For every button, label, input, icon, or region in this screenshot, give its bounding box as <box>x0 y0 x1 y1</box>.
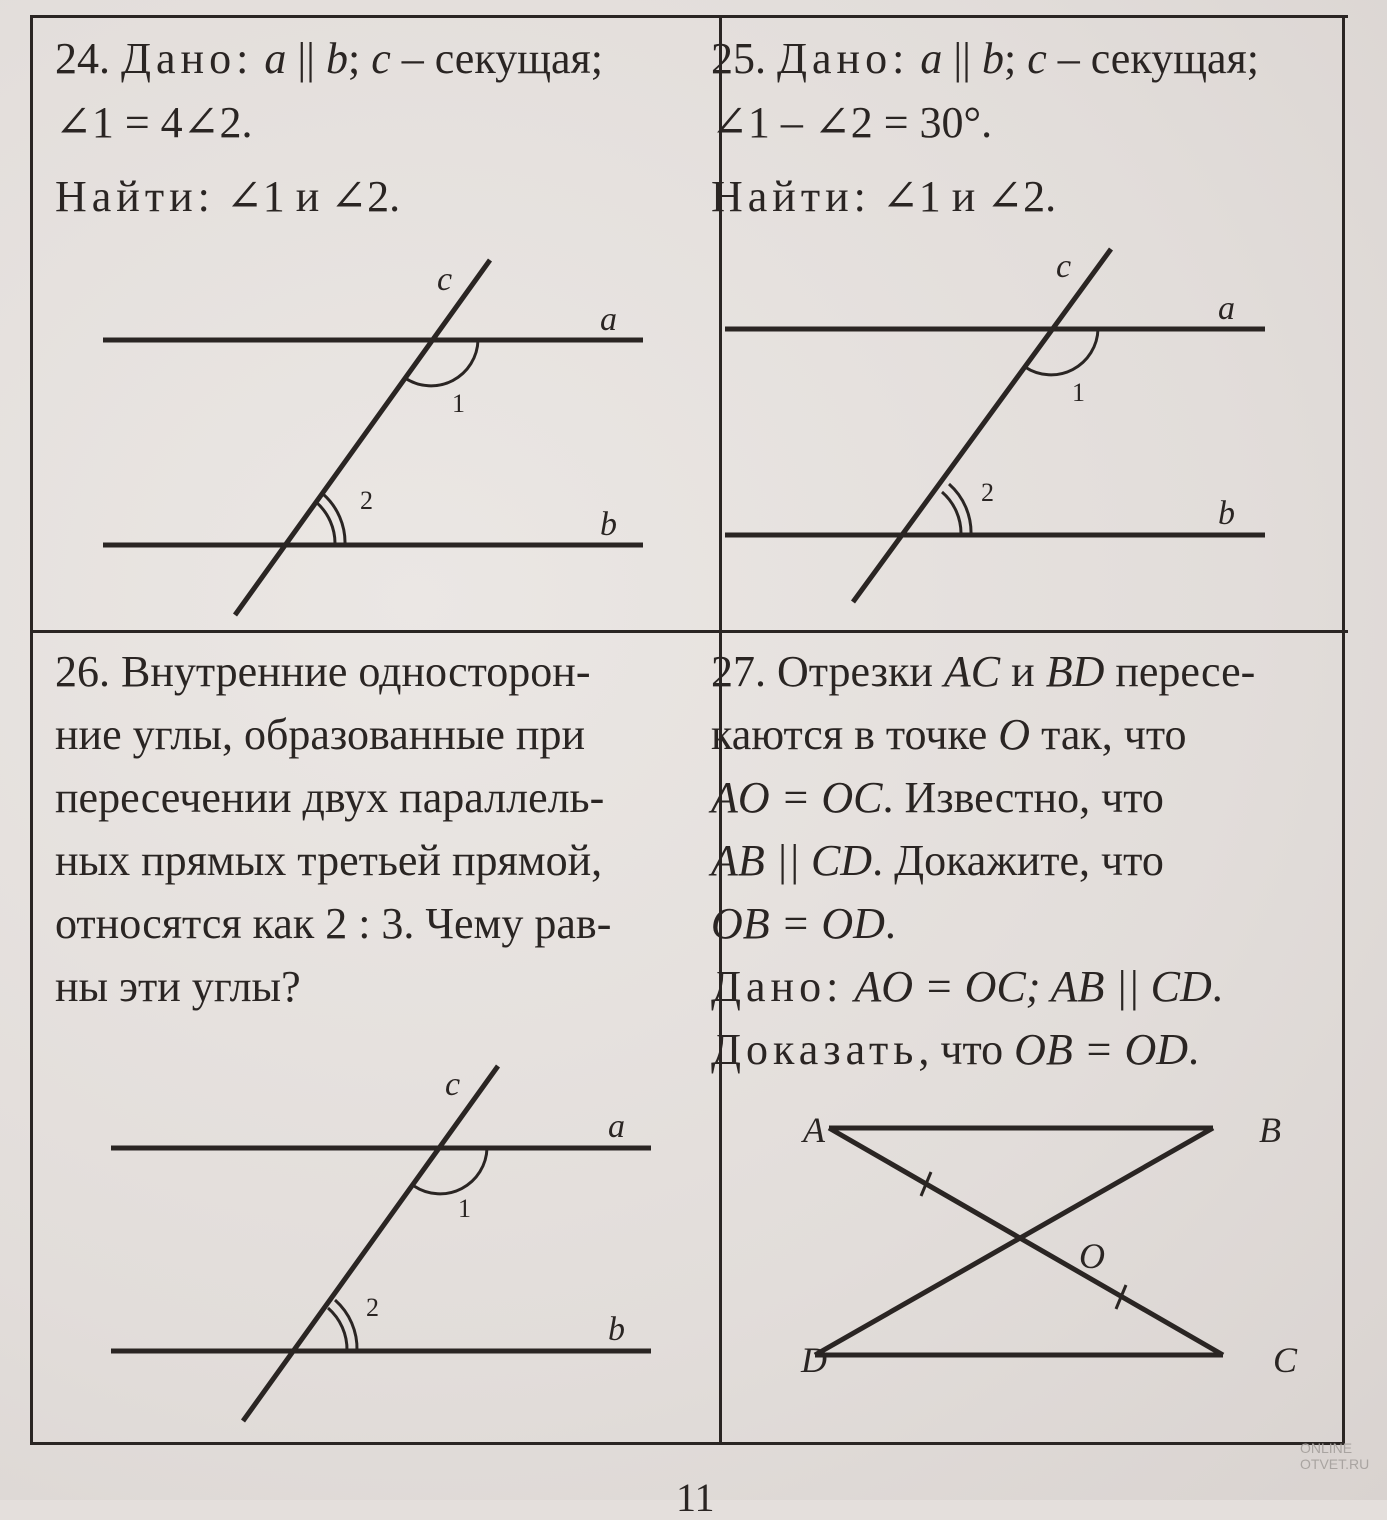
p24-number: 24. <box>55 34 110 83</box>
p27-l1-post: пересе- <box>1104 647 1256 696</box>
p27-prove-word: Доказать <box>711 1025 919 1074</box>
p27-l7-post: . <box>1188 1025 1200 1074</box>
p27-label-a: A <box>803 1110 825 1150</box>
p27-diagram <box>711 640 1341 1440</box>
p26-label-2: 2 <box>366 1293 379 1322</box>
p25-diagram <box>711 27 1341 627</box>
p27-l2-pre: каются в точке <box>711 710 999 759</box>
p25-var-a: a <box>920 34 943 83</box>
p24-line-c <box>235 260 490 615</box>
p24-arc-2-inner <box>316 502 335 545</box>
p27-seg-bd: BD <box>1045 647 1105 696</box>
p27-eq-ao-oc: AO = OC <box>711 773 883 822</box>
p27-label-c: C <box>1273 1340 1298 1380</box>
p27-l1-and: и <box>1000 647 1046 696</box>
p26-label-c: c <box>445 1066 461 1103</box>
p27-label-b: B <box>1259 1110 1281 1150</box>
p24-label-2: 2 <box>360 486 373 515</box>
problem-25 <box>711 27 1341 627</box>
p24-label-1: 1 <box>452 389 465 418</box>
p24-given-word: Дано: <box>121 34 254 83</box>
p26-line-3: пересечении двух параллель- <box>55 773 605 822</box>
p27-given-eq: AO = OC; AB || CD <box>843 962 1212 1011</box>
p26-label-a: a <box>608 1108 625 1145</box>
p27-eq-ab-cd: AB || CD <box>711 836 873 885</box>
p27-l7-mid: , что <box>918 1025 1015 1074</box>
p24-parallel: || <box>286 34 326 83</box>
p25-semicolon: ; <box>1003 34 1028 83</box>
p27-l1-pre: 27. Отрезки <box>711 647 944 696</box>
p25-find-target: ∠1 и ∠2. <box>870 172 1057 221</box>
page-number: 11 <box>676 1475 715 1520</box>
p27-prove-eq: OB = OD <box>1014 1025 1189 1074</box>
p26-label-1: 1 <box>458 1194 471 1223</box>
p27-label-d: D <box>801 1340 827 1380</box>
p27-l2-post: так, что <box>1030 710 1187 759</box>
p25-label-2: 2 <box>981 478 994 507</box>
problem-grid <box>30 15 1345 1445</box>
problem-24 <box>55 27 705 627</box>
p26-line-4: ных прямых третьей прямой, <box>55 836 603 885</box>
p24-label-a: a <box>600 301 617 338</box>
p26-line-1: 26. Внутренние односторон- <box>55 647 591 696</box>
grid-top-border <box>33 15 1348 18</box>
p27-l5-post: . <box>884 899 896 948</box>
p25-given-word: Дано: <box>777 34 910 83</box>
p25-label-b: b <box>1218 495 1235 532</box>
p24-condition: ∠1 = 4∠2. <box>55 98 253 147</box>
p27-l3-post: . Известно, что <box>882 773 1164 822</box>
p24-label-c: c <box>437 261 453 298</box>
p25-condition: ∠1 – ∠2 = 30°. <box>711 98 993 147</box>
p24-var-c: c <box>371 34 391 83</box>
p27-l6-post: . <box>1211 962 1223 1011</box>
p27-given-word: Дано: <box>711 962 844 1011</box>
p26-line-6: ны эти углы? <box>55 962 301 1011</box>
grid-horizontal-divider <box>33 630 1348 633</box>
p25-find-word: Найти: <box>711 172 871 221</box>
p25-line-c <box>853 249 1111 602</box>
p24-secant: – секущая; <box>390 34 603 83</box>
p25-label-c: c <box>1056 248 1072 285</box>
p25-label-a: a <box>1218 290 1235 327</box>
p24-label-b: b <box>600 506 617 543</box>
p27-point-o-text: O <box>998 710 1031 759</box>
p27-seg-ac-line <box>829 1128 1223 1355</box>
p27-label-o: O <box>1079 1236 1105 1276</box>
p25-label-1: 1 <box>1072 378 1085 407</box>
p25-secant: – секущая; <box>1046 34 1259 83</box>
p25-number: 25. <box>711 34 766 83</box>
p26-label-b: b <box>608 1311 625 1348</box>
p27-l4-post: . Докажите, что <box>872 836 1164 885</box>
p24-var-a: a <box>264 34 287 83</box>
p26-line-2: ние углы, образованные при <box>55 710 585 759</box>
p26-line-c <box>243 1066 498 1421</box>
p24-semicolon: ; <box>347 34 372 83</box>
p27-seg-bd-line <box>815 1128 1213 1355</box>
p26-diagram <box>55 640 705 1440</box>
problem-27 <box>711 640 1341 1440</box>
p25-parallel: || <box>942 34 982 83</box>
p24-var-b: b <box>325 34 348 83</box>
p24-find-word: Найти: <box>55 172 215 221</box>
p25-var-c: c <box>1027 34 1047 83</box>
problem-26 <box>55 640 705 1440</box>
p27-eq-ob-od: OB = OD <box>711 899 885 948</box>
p25-var-b: b <box>981 34 1004 83</box>
p25-arc-2-inner <box>942 492 961 535</box>
p26-arc-2-inner <box>328 1308 347 1351</box>
watermark <box>1300 1440 1369 1472</box>
watermark-line-1: ONLINE <box>1300 1440 1353 1456</box>
p26-line-5: относятся как 2 : 3. Чему рав- <box>55 899 612 948</box>
p24-find-target: ∠1 и ∠2. <box>214 172 401 221</box>
p24-diagram <box>55 27 705 627</box>
p27-seg-ac: AC <box>943 647 1001 696</box>
watermark-line-2: OTVET.RU <box>1300 1456 1370 1472</box>
